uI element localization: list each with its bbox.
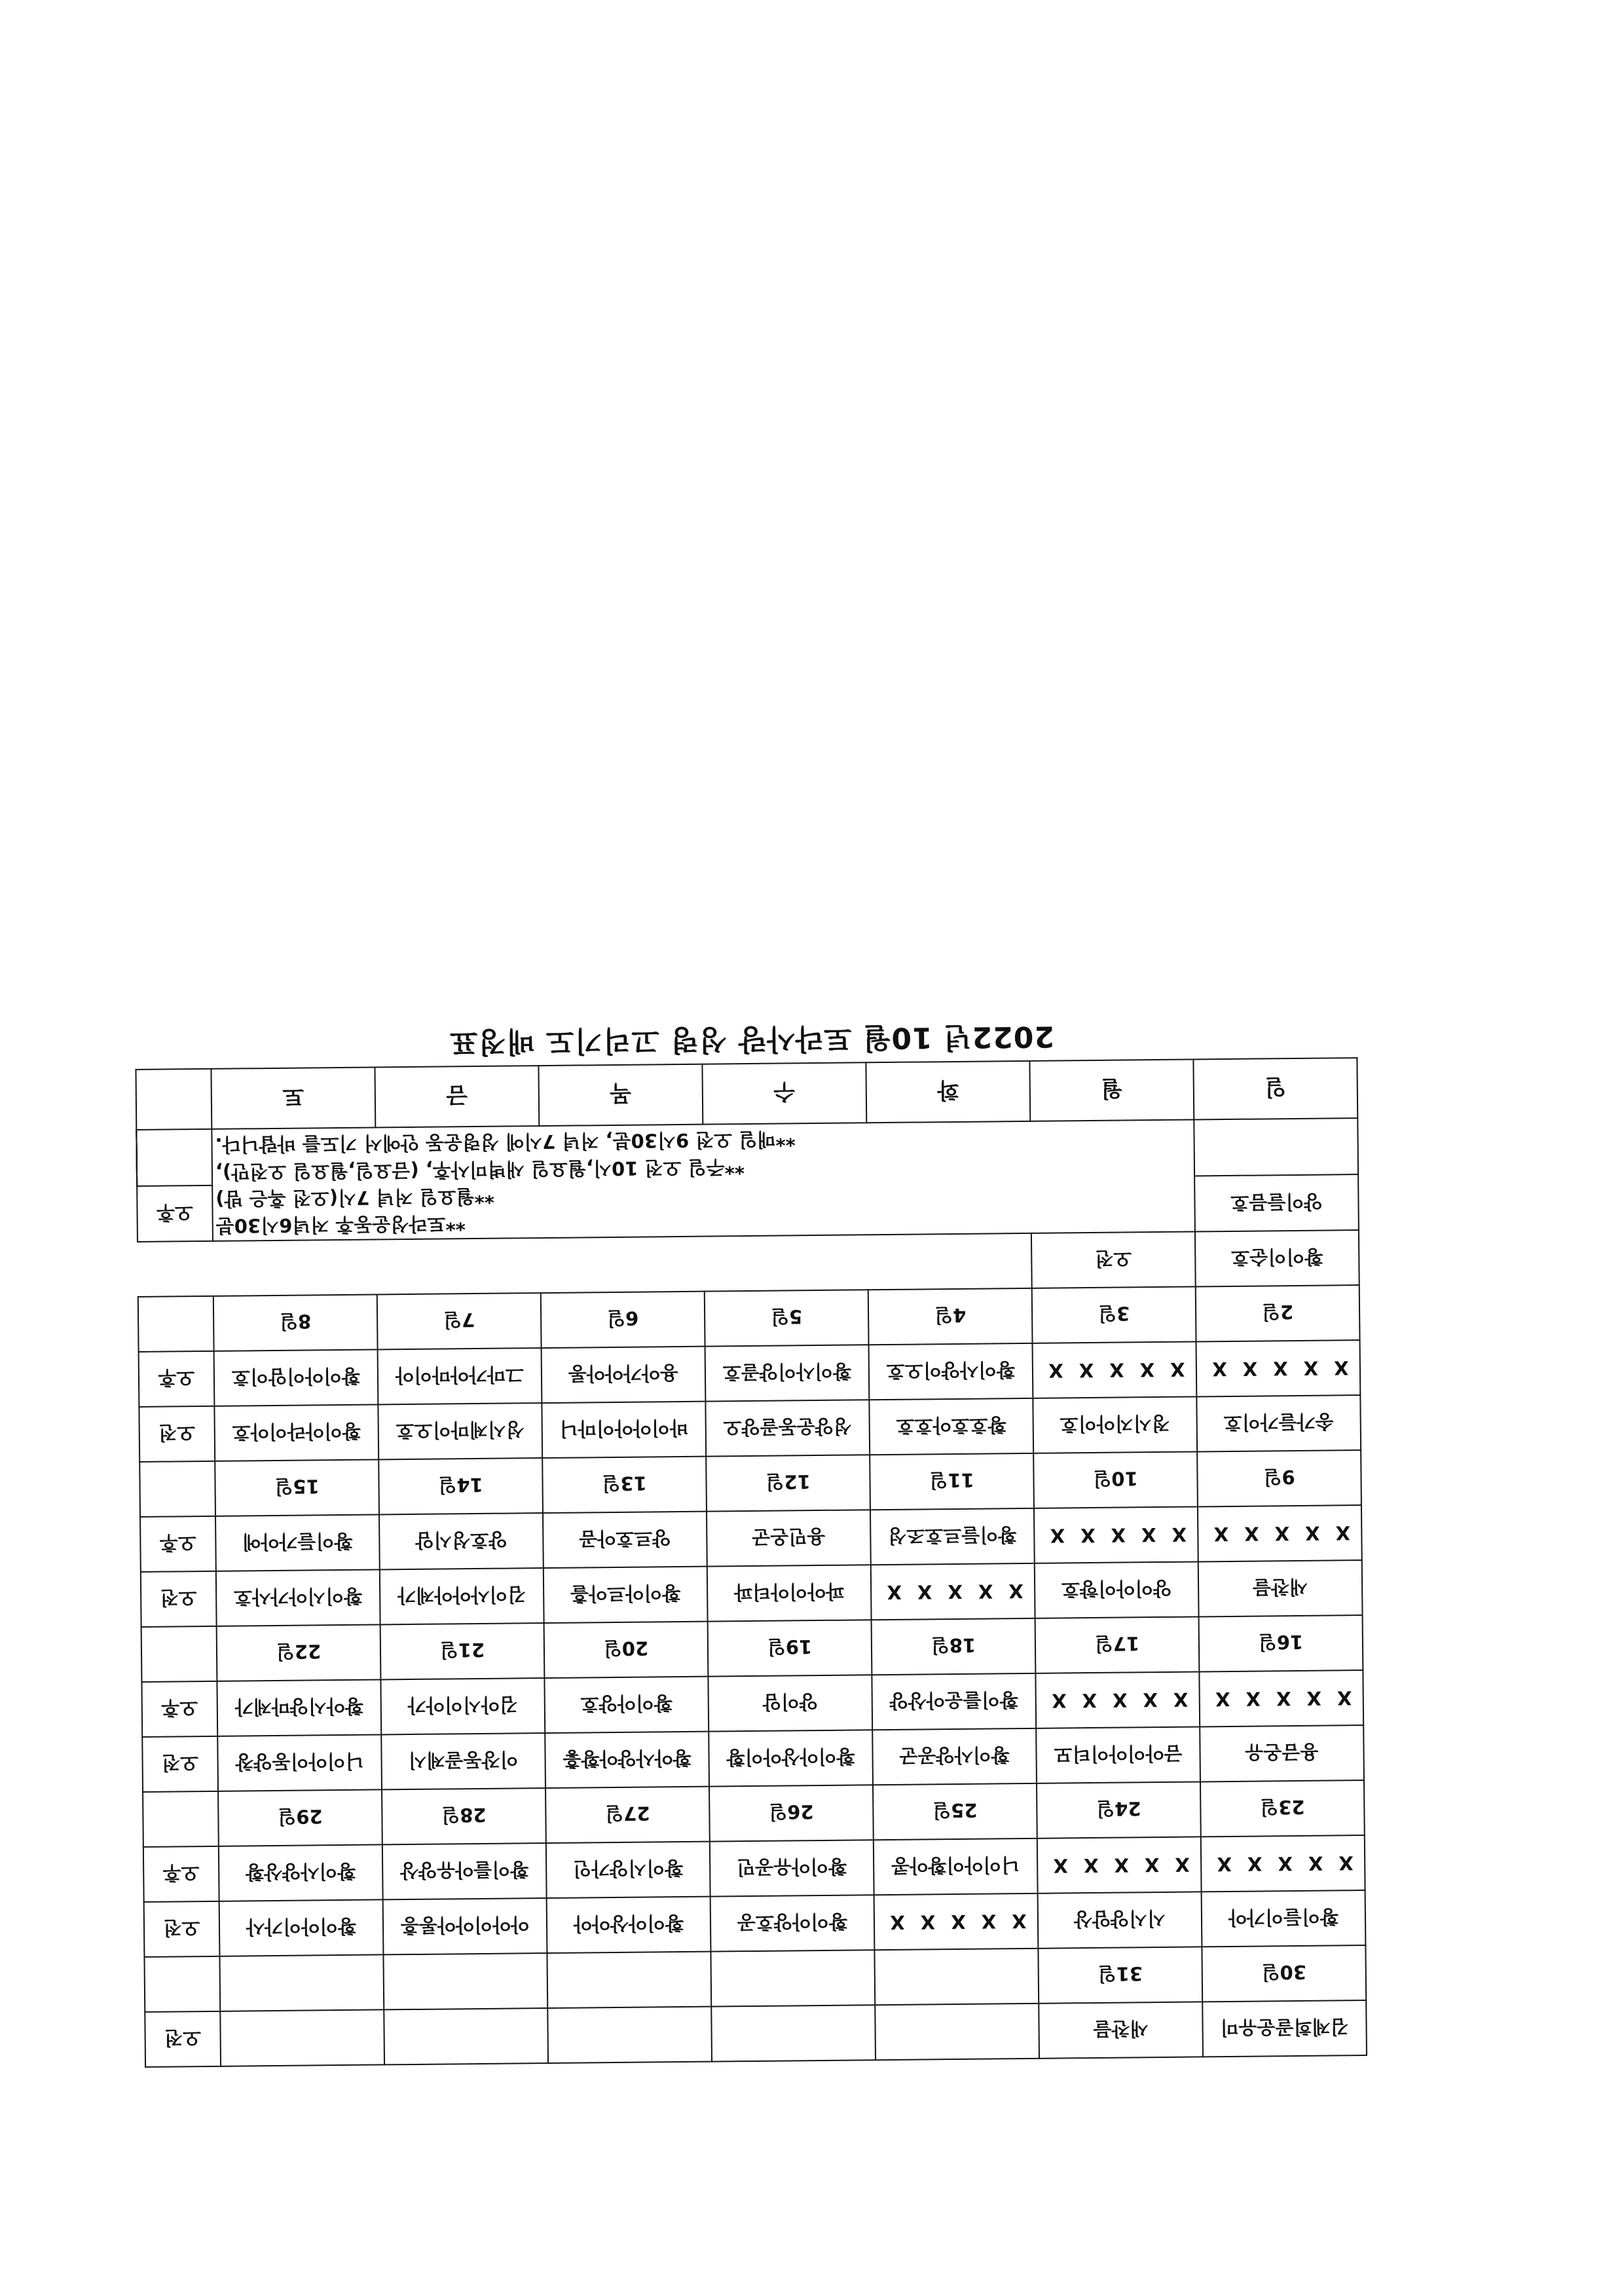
date-cell-4일: 4일 [868, 1288, 1033, 1345]
date-cell-5일: 5일 [705, 1290, 869, 1346]
period-afternoon-2: 오후 [139, 1351, 215, 1407]
morning-row-week-4 [142, 1725, 1364, 1792]
unavailable-mark: X X X X X [1037, 1837, 1202, 1893]
assignee-morning: 아아이아아롱흥 [383, 1898, 547, 1954]
assignee-afternoon: 김아시이아가 [380, 1678, 545, 1734]
weekday-header-row [136, 1058, 1357, 1130]
period-blank-last [144, 1956, 220, 2012]
assignee-afternoon: 황이시양가인 [546, 1842, 710, 1898]
assignee-afternoon: 황이사양상황 [219, 1844, 383, 1901]
assignee-morning: 황이아이가사 [219, 1899, 384, 1956]
assignee-morning: 금아이아이티모 [1036, 1726, 1200, 1783]
assignee-morning: 황호호아호호 [869, 1398, 1033, 1455]
afternoon-row-week-3 [140, 1505, 1362, 1572]
prayer-schedule-table [135, 1057, 1367, 2068]
assignee-afternoon-1: 양이들믐호 [1194, 1174, 1359, 1232]
assignee-morning: 바이아아이마니 [542, 1402, 706, 1458]
date-cell-22일: 22일 [217, 1624, 381, 1681]
date-cell-16일: 16일 [1199, 1615, 1363, 1671]
date-cell-14일: 14일 [378, 1458, 543, 1514]
morning-row-week-2 [139, 1395, 1361, 1462]
date-cell-19일: 19일 [708, 1620, 872, 1676]
date-cell- [1194, 1118, 1358, 1176]
date-row-week-4 [141, 1615, 1363, 1682]
assignee-morning: 이장동골제시 [381, 1733, 545, 1789]
date-cell-12일: 12일 [706, 1455, 870, 1511]
assignee-afternoon: 용아가아아롱 [542, 1347, 706, 1403]
unavailable-mark: X X X X X [1201, 1835, 1365, 1892]
date-cell-31일: 31일 [1038, 1947, 1202, 2003]
period-header [136, 1069, 212, 1130]
assignee-afternoon: 용민온군 [707, 1510, 871, 1566]
assignee-morning: 성양운동골양오 [705, 1400, 870, 1456]
date-cell-3일: 3일 [1032, 1286, 1196, 1343]
afternoon-row-week-4 [141, 1670, 1363, 1737]
assignee-morning: 황이아라이아호 [214, 1404, 378, 1461]
empty-slot [711, 2005, 876, 2061]
assignee-afternoon: 황이사이양골호 [705, 1345, 870, 1401]
afternoon-row-week-5 [143, 1835, 1365, 1902]
date-cell-18일: 18일 [872, 1618, 1036, 1675]
afternoon-row-week-1 [137, 1174, 1359, 1242]
weekday-header-1: 월 [1029, 1060, 1194, 1121]
date-cell-7일: 7일 [377, 1293, 542, 1349]
assignee-afternoon: 양르호아곰 [543, 1512, 707, 1568]
period-morning-5: 오전 [144, 1901, 220, 1957]
weekday-header-0: 일 [1193, 1058, 1357, 1119]
assignee-afternoon: 양이암 [708, 1675, 872, 1731]
assignee-afternoon: 황이아양호 [544, 1677, 709, 1733]
period-afternoon-4: 오후 [141, 1681, 217, 1737]
date-row-week-6 [144, 1945, 1366, 2012]
unavailable-mark: X X X X X [874, 1894, 1039, 1950]
assignee-afternoon: 양호성시암 [379, 1513, 544, 1569]
empty-slot [220, 2009, 384, 2066]
assignee-morning: 성시제마이오호 [378, 1403, 542, 1459]
morning-row-week-5 [144, 1890, 1366, 1957]
assignee-morning: 황아사양아황흫 [545, 1732, 709, 1788]
assignee-morning: 시시양암상 [1038, 1892, 1202, 1948]
assignee-afternoon: 황이를운아상양 [872, 1673, 1036, 1730]
date-cell-21일: 21일 [380, 1623, 545, 1679]
note-line-1: **월요일 저녁 7시(오전 혹은 밤) [215, 1185, 495, 1210]
assignee-morning: 황이시아가사호 [216, 1569, 380, 1626]
assignee-morning: 파아이아티파 [707, 1565, 872, 1621]
morning-row-week-3 [141, 1560, 1363, 1627]
date-cell-20일: 20일 [544, 1622, 709, 1678]
weekday-header-5: 금 [375, 1066, 539, 1127]
weekday-header-6: 토 [211, 1068, 375, 1129]
assignee-morning: 황이아상아이황 [709, 1730, 873, 1786]
morning-row-week-6 [145, 2000, 1367, 2067]
date-cell-10일: 10일 [1033, 1451, 1198, 1508]
assignee-morning-1: 황이이순호 [1195, 1230, 1359, 1286]
assignee-morning: 니이아이동양창 [217, 1734, 382, 1791]
date-cell-wlc3 [710, 1950, 875, 2006]
assignee-morning: 정시지아이호 [1033, 1396, 1197, 1453]
date-cell-11일: 11일 [870, 1453, 1034, 1510]
date-cell-wlc4 [547, 1952, 711, 2008]
weekday-header-2: 화 [866, 1061, 1030, 1123]
date-cell-15일: 15일 [215, 1459, 379, 1516]
date-cell-wlc6 [219, 1954, 384, 2011]
unavailable-mark: X X X X X [1198, 1505, 1362, 1561]
page-title: 2022년 10월 토라사랑 성령 고리기도 배정표 [449, 1019, 1055, 1059]
date-row-week-3 [139, 1450, 1361, 1517]
period-afternoon-1: 오후 [137, 1185, 213, 1242]
assignee-afternoon: 니이아이황아콩 [874, 1838, 1038, 1895]
date-cell-9일: 9일 [1197, 1450, 1361, 1506]
empty-slot [875, 2004, 1039, 2060]
date-cell-28일: 28일 [382, 1788, 546, 1844]
assignee-morning: 김이사아아제가 [380, 1568, 544, 1624]
period-afternoon-3: 오후 [140, 1516, 216, 1572]
period-morning-4: 오전 [142, 1736, 218, 1792]
period-blank-1 [138, 1296, 214, 1352]
assignee-morning: 황이아상아아 [547, 1897, 711, 1953]
assignee-morning: 황이사양공군 [872, 1728, 1037, 1785]
empty-slot [384, 2008, 548, 2064]
note-line-3: **매일 오전 9시30분, 저녁 7시에 성령운동 안에서 기도를 바랍니다. [215, 1128, 796, 1157]
assignee-afternoon: 황이를아유양상 [382, 1843, 547, 1899]
document-body [146, 998, 1367, 2067]
date-cell-wlc5 [383, 1953, 547, 2009]
unavailable-mark: X X X X X [871, 1563, 1035, 1620]
date-cell-6일: 6일 [541, 1292, 705, 1348]
assignee-afternoon: 황이사양이오호 [869, 1343, 1033, 1400]
empty-slot [547, 2007, 712, 2063]
note-line-2: **주일 오전 10시,월요일 새벽미사후, (금요일,월요일 오전만), [215, 1155, 745, 1184]
afternoon-row-week-2 [139, 1340, 1361, 1407]
weekday-header-3: 수 [702, 1063, 866, 1125]
period-morning-3: 오전 [141, 1571, 217, 1627]
date-row-week-2 [138, 1285, 1360, 1352]
unavailable-mark: X X X X X [1196, 1340, 1361, 1396]
assignee-afternoon: 황이들르호조성 [870, 1508, 1035, 1565]
period-blank-2 [139, 1461, 215, 1517]
morning-row-week-1 [138, 1230, 1359, 1297]
assignee-afternoon: 황이아이암이호 [214, 1349, 378, 1406]
assignee-afternoon: 황아시양마제가 [217, 1679, 381, 1736]
date-cell-29일: 29일 [218, 1789, 382, 1846]
date-cell-27일: 27일 [545, 1787, 710, 1843]
date-cell- [136, 1129, 212, 1185]
date-cell-2일: 2일 [1196, 1285, 1360, 1341]
date-cell-26일: 26일 [709, 1785, 874, 1841]
assignee-morning: 새찬믈 [1039, 2002, 1203, 2058]
date-cell-17일: 17일 [1035, 1616, 1200, 1673]
notes-block [212, 1120, 1195, 1241]
unavailable-mark: X X X X X [1199, 1670, 1363, 1726]
period-afternoon-5: 오후 [143, 1846, 219, 1902]
assignee-morning: 황이아르아흘 [544, 1567, 708, 1623]
date-cell-wlc2 [874, 1949, 1039, 2005]
date-cell-23일: 23일 [1200, 1780, 1365, 1837]
date-cell-24일: 24일 [1037, 1782, 1201, 1838]
date-cell-30일: 30일 [1202, 1945, 1366, 2002]
assignee-morning: 새찬믈 [1198, 1560, 1363, 1616]
assignee-afternoon: 황이들가아에 [215, 1514, 380, 1571]
weekday-header-4: 목 [538, 1064, 703, 1126]
assignee-morning: 황이아양호공 [710, 1895, 875, 1951]
assignee-morning: 김제희골운유미 [1202, 2000, 1367, 2057]
period-morning-2: 오전 [139, 1406, 215, 1462]
date-cell-25일: 25일 [873, 1783, 1037, 1840]
assignee-afternoon: 황이아유공민 [710, 1840, 874, 1896]
unavailable-mark: X X X X X [1035, 1671, 1200, 1728]
unavailable-mark: X X X X X [1033, 1341, 1197, 1398]
period-morning-last: 오전 [145, 2011, 221, 2067]
assignee-morning: 황이들이가아 [1202, 1890, 1366, 1947]
assignee-afternoon: 그마가아마이아 [378, 1348, 542, 1404]
assignee-morning: 용금온유 [1200, 1725, 1364, 1782]
date-cell-8일: 8일 [213, 1294, 378, 1351]
period-blank-4 [143, 1791, 219, 1847]
date-row-week-5 [143, 1780, 1365, 1847]
period-blank-3 [141, 1626, 217, 1682]
note-line-0: **토라성운동후 저녁6시30분 [215, 1212, 466, 1237]
unavailable-mark: X X X X X [1034, 1506, 1198, 1563]
date-cell-13일: 13일 [542, 1457, 707, 1513]
period-morning-1: 오전 [1031, 1231, 1196, 1288]
assignee-morning: 송가들가이호 [1196, 1395, 1361, 1451]
assignee-morning: 양이아이향호 [1035, 1561, 1199, 1618]
